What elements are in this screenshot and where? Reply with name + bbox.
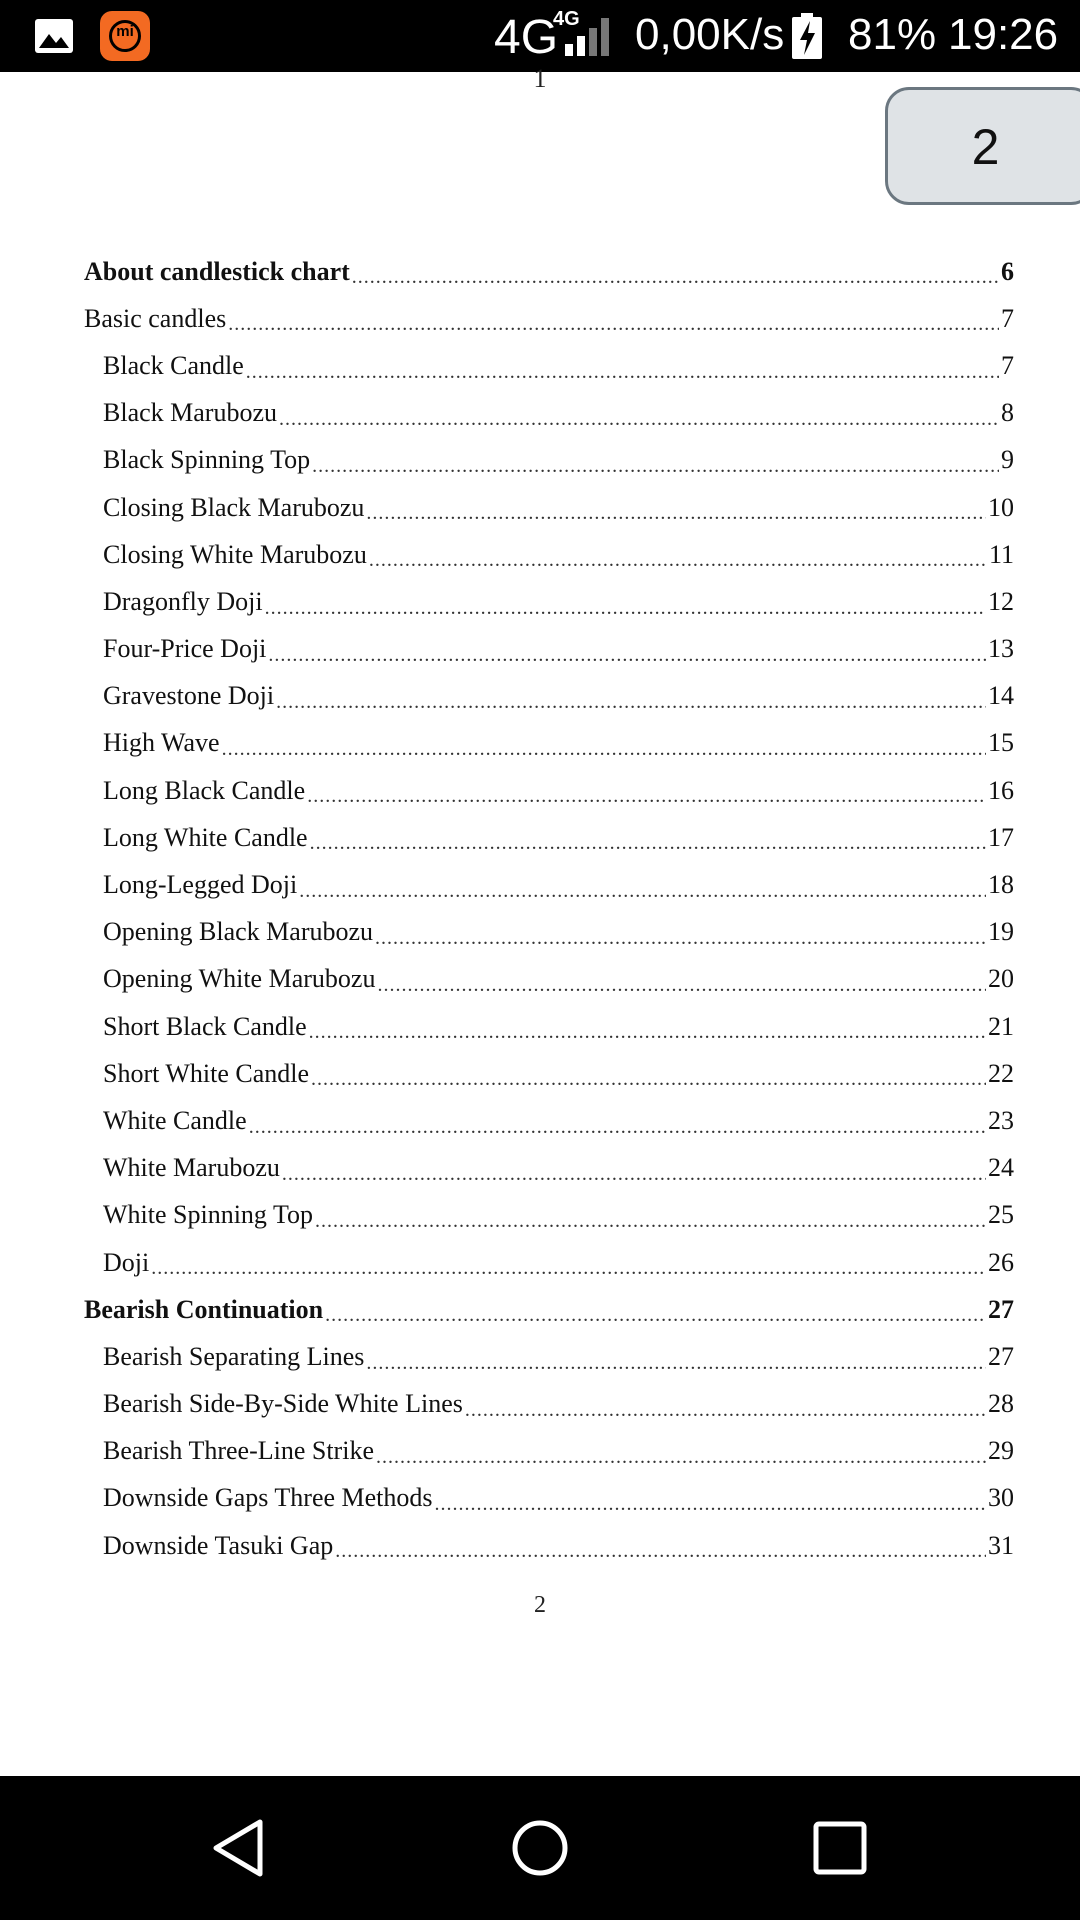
toc-entry[interactable] — [84, 861, 1014, 908]
toc-entry-title: Bearish Separating Lines — [103, 1341, 365, 1371]
toc-dot-leader — [268, 641, 986, 673]
toc-entry-title: Long-Legged Doji — [103, 870, 298, 900]
toc-dot-leader — [366, 499, 986, 531]
toc-dot-leader — [335, 1537, 986, 1569]
toc-dot-leader — [246, 358, 999, 390]
toc-entry-page: 16 — [988, 775, 1014, 805]
toc-entry-title: White Candle — [103, 1105, 247, 1135]
toc-entry-title: Opening White Marubozu — [103, 964, 376, 994]
toc-entry-page: 23 — [988, 1105, 1014, 1135]
mi-icon: mi — [100, 11, 150, 61]
clock: 19:26 — [948, 10, 1059, 59]
toc-entry[interactable] — [84, 1286, 1014, 1333]
toc-dot-leader — [228, 310, 999, 342]
toc-dot-leader — [309, 1018, 986, 1050]
toc-entry-title: About candlestick chart — [84, 256, 350, 286]
toc-entry-title: Dragonfly Doji — [103, 586, 263, 616]
previous-page-number: 1 — [533, 64, 547, 93]
status-bar — [0, 0, 1080, 72]
toc-dot-leader — [249, 1113, 986, 1145]
toc-dot-leader — [369, 546, 987, 578]
toc-entry-page: 26 — [988, 1247, 1014, 1277]
toc-dot-leader — [377, 971, 986, 1003]
toc-entry[interactable] — [84, 1239, 1014, 1286]
toc-entry[interactable] — [84, 956, 1014, 1003]
toc-entry-page: 24 — [988, 1153, 1014, 1183]
page-indicator[interactable] — [885, 87, 1080, 205]
toc-entry[interactable] — [84, 626, 1014, 673]
toc-entry[interactable] — [84, 248, 1014, 295]
gallery-icon — [34, 18, 74, 54]
toc-entry-page: 31 — [988, 1530, 1014, 1560]
toc-entry-title: Bearish Side-By-Side White Lines — [103, 1389, 463, 1419]
toc-entry-title: Four-Price Doji — [103, 634, 267, 664]
toc-entry-page: 7 — [1001, 350, 1014, 380]
toc-entry[interactable] — [84, 342, 1014, 389]
toc-entry-title: White Spinning Top — [103, 1200, 314, 1230]
toc-entry[interactable] — [84, 295, 1014, 342]
toc-entry-page: 17 — [988, 822, 1014, 852]
battery-charging-icon — [792, 13, 822, 59]
recent-apps-icon[interactable] — [798, 1806, 882, 1890]
toc-entry[interactable] — [84, 1192, 1014, 1239]
toc-entry-title: Black Spinning Top — [103, 445, 311, 475]
toc-entry-page: 9 — [1001, 445, 1014, 475]
toc-entry-title: Doji — [103, 1247, 150, 1277]
toc-entry[interactable] — [84, 1050, 1014, 1097]
toc-entry[interactable] — [84, 484, 1014, 531]
toc-entry-page: 12 — [988, 586, 1014, 616]
toc-dot-leader — [376, 1443, 986, 1475]
toc-entry[interactable] — [84, 1522, 1014, 1569]
toc-entry[interactable] — [84, 814, 1014, 861]
toc-entry-page: 29 — [988, 1436, 1014, 1466]
toc-dot-leader — [312, 452, 999, 484]
toc-dot-leader — [315, 1207, 986, 1239]
toc-dot-leader — [325, 1301, 986, 1333]
page-number: 2 — [534, 1592, 546, 1618]
toc-entry-page: 7 — [1001, 303, 1014, 333]
toc-dot-leader — [222, 735, 986, 767]
toc-entry[interactable] — [84, 1381, 1014, 1428]
toc-entry-title: Closing White Marubozu — [103, 539, 367, 569]
toc-entry-title: White Marubozu — [103, 1153, 280, 1183]
toc-entry[interactable] — [84, 1003, 1014, 1050]
toc-entry-page: 6 — [1001, 256, 1014, 286]
toc-entry-page: 27 — [988, 1341, 1014, 1371]
toc-entry[interactable] — [84, 1333, 1014, 1380]
toc-entry[interactable] — [84, 673, 1014, 720]
toc-entry-page: 8 — [1001, 398, 1014, 428]
toc-entry[interactable] — [84, 437, 1014, 484]
toc-dot-leader — [311, 1065, 986, 1097]
toc-entry-title: Short White Candle — [103, 1058, 310, 1088]
toc-dot-leader — [276, 688, 986, 720]
toc-dot-leader — [307, 782, 986, 814]
toc-entry-page: 21 — [988, 1011, 1014, 1041]
toc-entry-page: 30 — [988, 1483, 1014, 1513]
network-speed: 0,00K/s — [635, 10, 785, 59]
page-indicator-label: 2 — [971, 119, 1000, 175]
toc-entry-title: Closing Black Marubozu — [103, 492, 365, 522]
toc-dot-leader — [279, 405, 999, 437]
toc-entry[interactable] — [84, 767, 1014, 814]
navigation-bar — [0, 1776, 1080, 1920]
toc-entry[interactable] — [84, 720, 1014, 767]
toc-dot-leader — [465, 1396, 986, 1428]
toc-entry-page: 18 — [988, 870, 1014, 900]
toc-entry-page: 14 — [988, 681, 1014, 711]
toc-entry-page: 15 — [988, 728, 1014, 758]
toc-entry-title: Opening Black Marubozu — [103, 917, 374, 947]
toc-entry-page: 20 — [988, 964, 1014, 994]
toc-entry-title: Gravestone Doji — [103, 681, 275, 711]
toc-dot-leader — [375, 924, 986, 956]
toc-entry-title: Black Marubozu — [103, 398, 278, 428]
toc-entry-title: Basic candles — [84, 303, 227, 333]
toc-entry-page: 22 — [988, 1058, 1014, 1088]
toc-entry-title: Bearish Three-Line Strike — [103, 1436, 374, 1466]
toc-dot-leader — [435, 1490, 986, 1522]
home-icon[interactable] — [498, 1806, 582, 1890]
toc-entry-title: Downside Gaps Three Methods — [103, 1483, 433, 1513]
toc-entry-page: 19 — [988, 917, 1014, 947]
toc-dot-leader — [265, 594, 986, 626]
toc-entry[interactable] — [84, 531, 1014, 578]
toc-entry[interactable] — [84, 909, 1014, 956]
toc-entry[interactable] — [84, 1428, 1014, 1475]
toc-entry-page: 25 — [988, 1200, 1014, 1230]
toc-dot-leader — [299, 877, 986, 909]
toc-dot-leader — [151, 1254, 986, 1286]
signal-icon — [563, 16, 611, 56]
network-type: 4G — [494, 11, 559, 64]
toc-entry-title: Long White Candle — [103, 822, 308, 852]
toc-entry[interactable] — [84, 1475, 1014, 1522]
toc-entry-page: 10 — [988, 492, 1014, 522]
toc-entry-page: 13 — [988, 634, 1014, 664]
back-icon[interactable] — [198, 1806, 282, 1890]
network-type-small: 4G — [553, 8, 580, 30]
toc-dot-leader — [352, 263, 999, 295]
toc-entry-page: 28 — [988, 1389, 1014, 1419]
toc-dot-leader — [282, 1160, 986, 1192]
toc-dot-leader — [366, 1349, 986, 1381]
toc-entry-title: Long Black Candle — [103, 775, 306, 805]
toc-entry-title: High Wave — [103, 728, 220, 758]
toc-entry-title: Bearish Continuation — [84, 1294, 324, 1324]
toc-entry[interactable] — [84, 578, 1014, 625]
battery-percent: 81% — [848, 10, 937, 59]
toc-entry[interactable] — [84, 1097, 1014, 1144]
toc-entry[interactable] — [84, 390, 1014, 437]
toc-entry-title: Short Black Candle — [103, 1011, 307, 1041]
toc-entry[interactable] — [84, 1145, 1014, 1192]
toc-entry-page: 27 — [988, 1294, 1014, 1324]
toc-entry-title: Downside Tasuki Gap — [103, 1530, 334, 1560]
toc-entry-title: Black Candle — [103, 350, 244, 380]
toc-dot-leader — [310, 829, 986, 861]
table-of-contents — [84, 248, 1014, 1569]
toc-entry-page: 11 — [988, 539, 1014, 569]
